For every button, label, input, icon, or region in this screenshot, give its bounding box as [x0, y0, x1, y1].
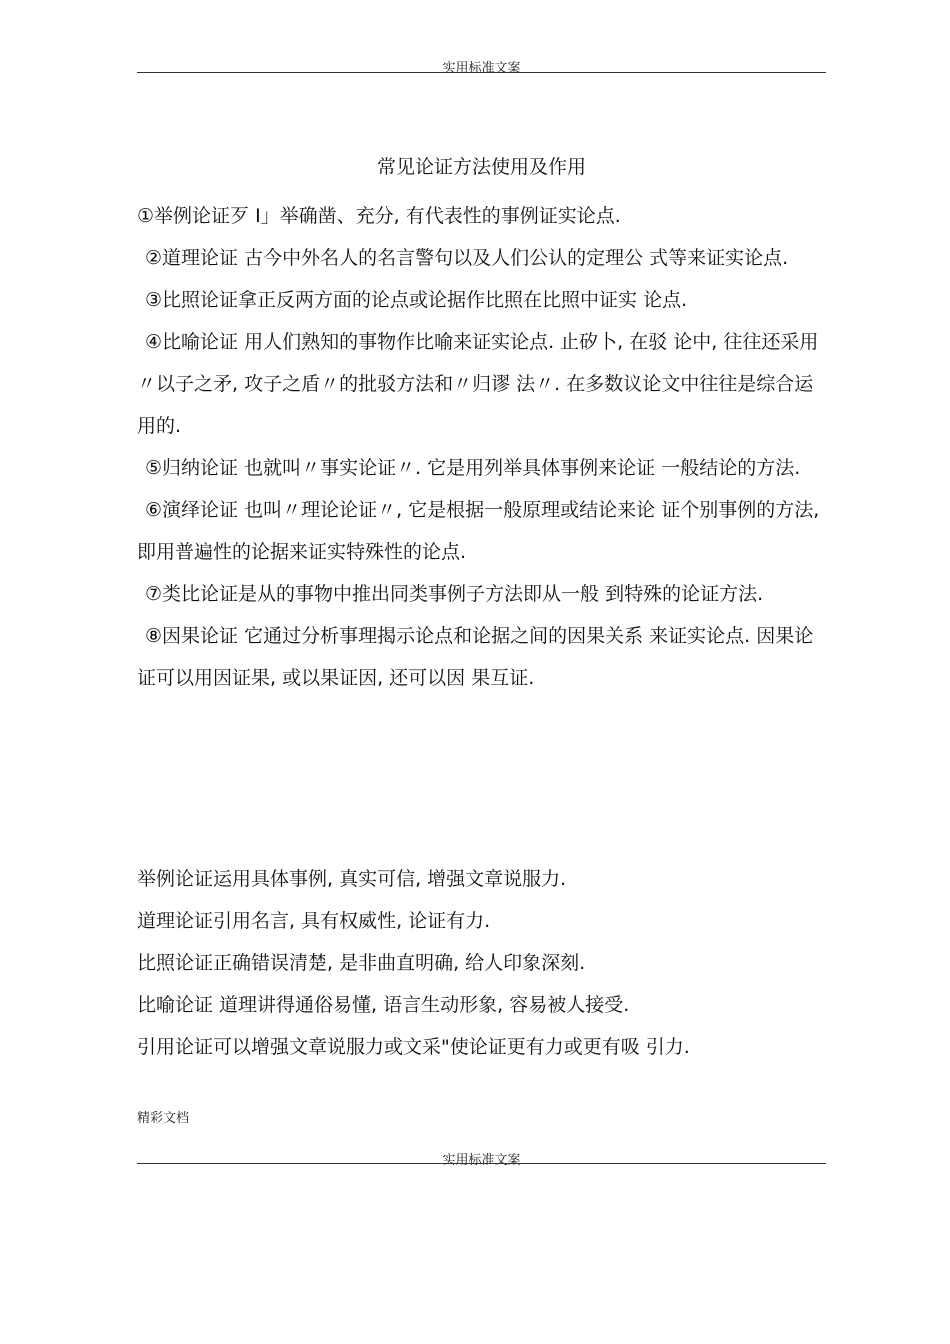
effect-item-4: 比喻论证 道理讲得通俗易懂, 语言生动形象, 容易被人接受. — [137, 994, 630, 1016]
header-rule — [137, 72, 826, 73]
method-item-8: ⑧因果论证 它通过分析事理揭示论点和论据之间的因果关系 来证实论点. 因果论证可以用因证果, 或以果证因, 还可以因 果互证. — [137, 625, 814, 689]
effect-item-5: 引用论证可以增强文章说服力或文采"使论证更有力或更有吸 引力. — [137, 1036, 690, 1058]
methods-list — [137, 195, 826, 699]
method-item-2: ②道理论证 古今中外名人的名言警句以及人们公认的定理公 式等来证实论点. — [145, 247, 789, 269]
method-item-7: ⑦类比论证是从的事物中推出同类事例子方法即从一般 到特殊的论证方法. — [145, 583, 764, 605]
method-item-6: ⑥演绎论证 也叫〃理论论证〃, 它是根据一般原理或结论来论 证个别事例的方法, 即用普遍性的论据来证实特殊性的论点. — [137, 499, 820, 563]
method-item-3: ③比照论证拿正反两方面的论点或论据作比照在比照中证实 论点. — [145, 289, 688, 311]
page-footer: 实用标准文案 — [442, 1153, 521, 1168]
effects-list — [137, 858, 826, 1068]
footer-rule — [137, 1163, 826, 1164]
effect-item-1: 举例论证运用具体事例, 真实可信, 增强文章说服力. — [137, 868, 567, 890]
effect-item-3: 比照论证正确错误清楚, 是非曲直明确, 给人印象深刻. — [137, 952, 586, 974]
method-item-4: ④比喻论证 用人们熟知的事物作比喻来证实论点. 止矽卜, 在驳 论中, 往往还采用〃以子之矛, 攻子之盾〃的批驳方法和〃归谬 法〃. 在多数议论文中往往是综合运用的. — [137, 331, 819, 437]
page-header: 实用标准文案 — [442, 61, 521, 76]
effect-item-2: 道理论证引用名言, 具有权威性, 论证有力. — [137, 910, 491, 932]
method-item-1: ①举例论证歹 I」举确凿、充分, 有代表性的事例证实论点. — [137, 205, 621, 227]
method-item-5: ⑤归纳论证 也就叫〃事实论证〃. 它是用列举具体事例来论证 一般结论的方法. — [145, 457, 801, 479]
document-title: 常见论证方法使用及作用 — [376, 156, 586, 178]
page-footnote: 精彩文档 — [137, 1111, 190, 1126]
